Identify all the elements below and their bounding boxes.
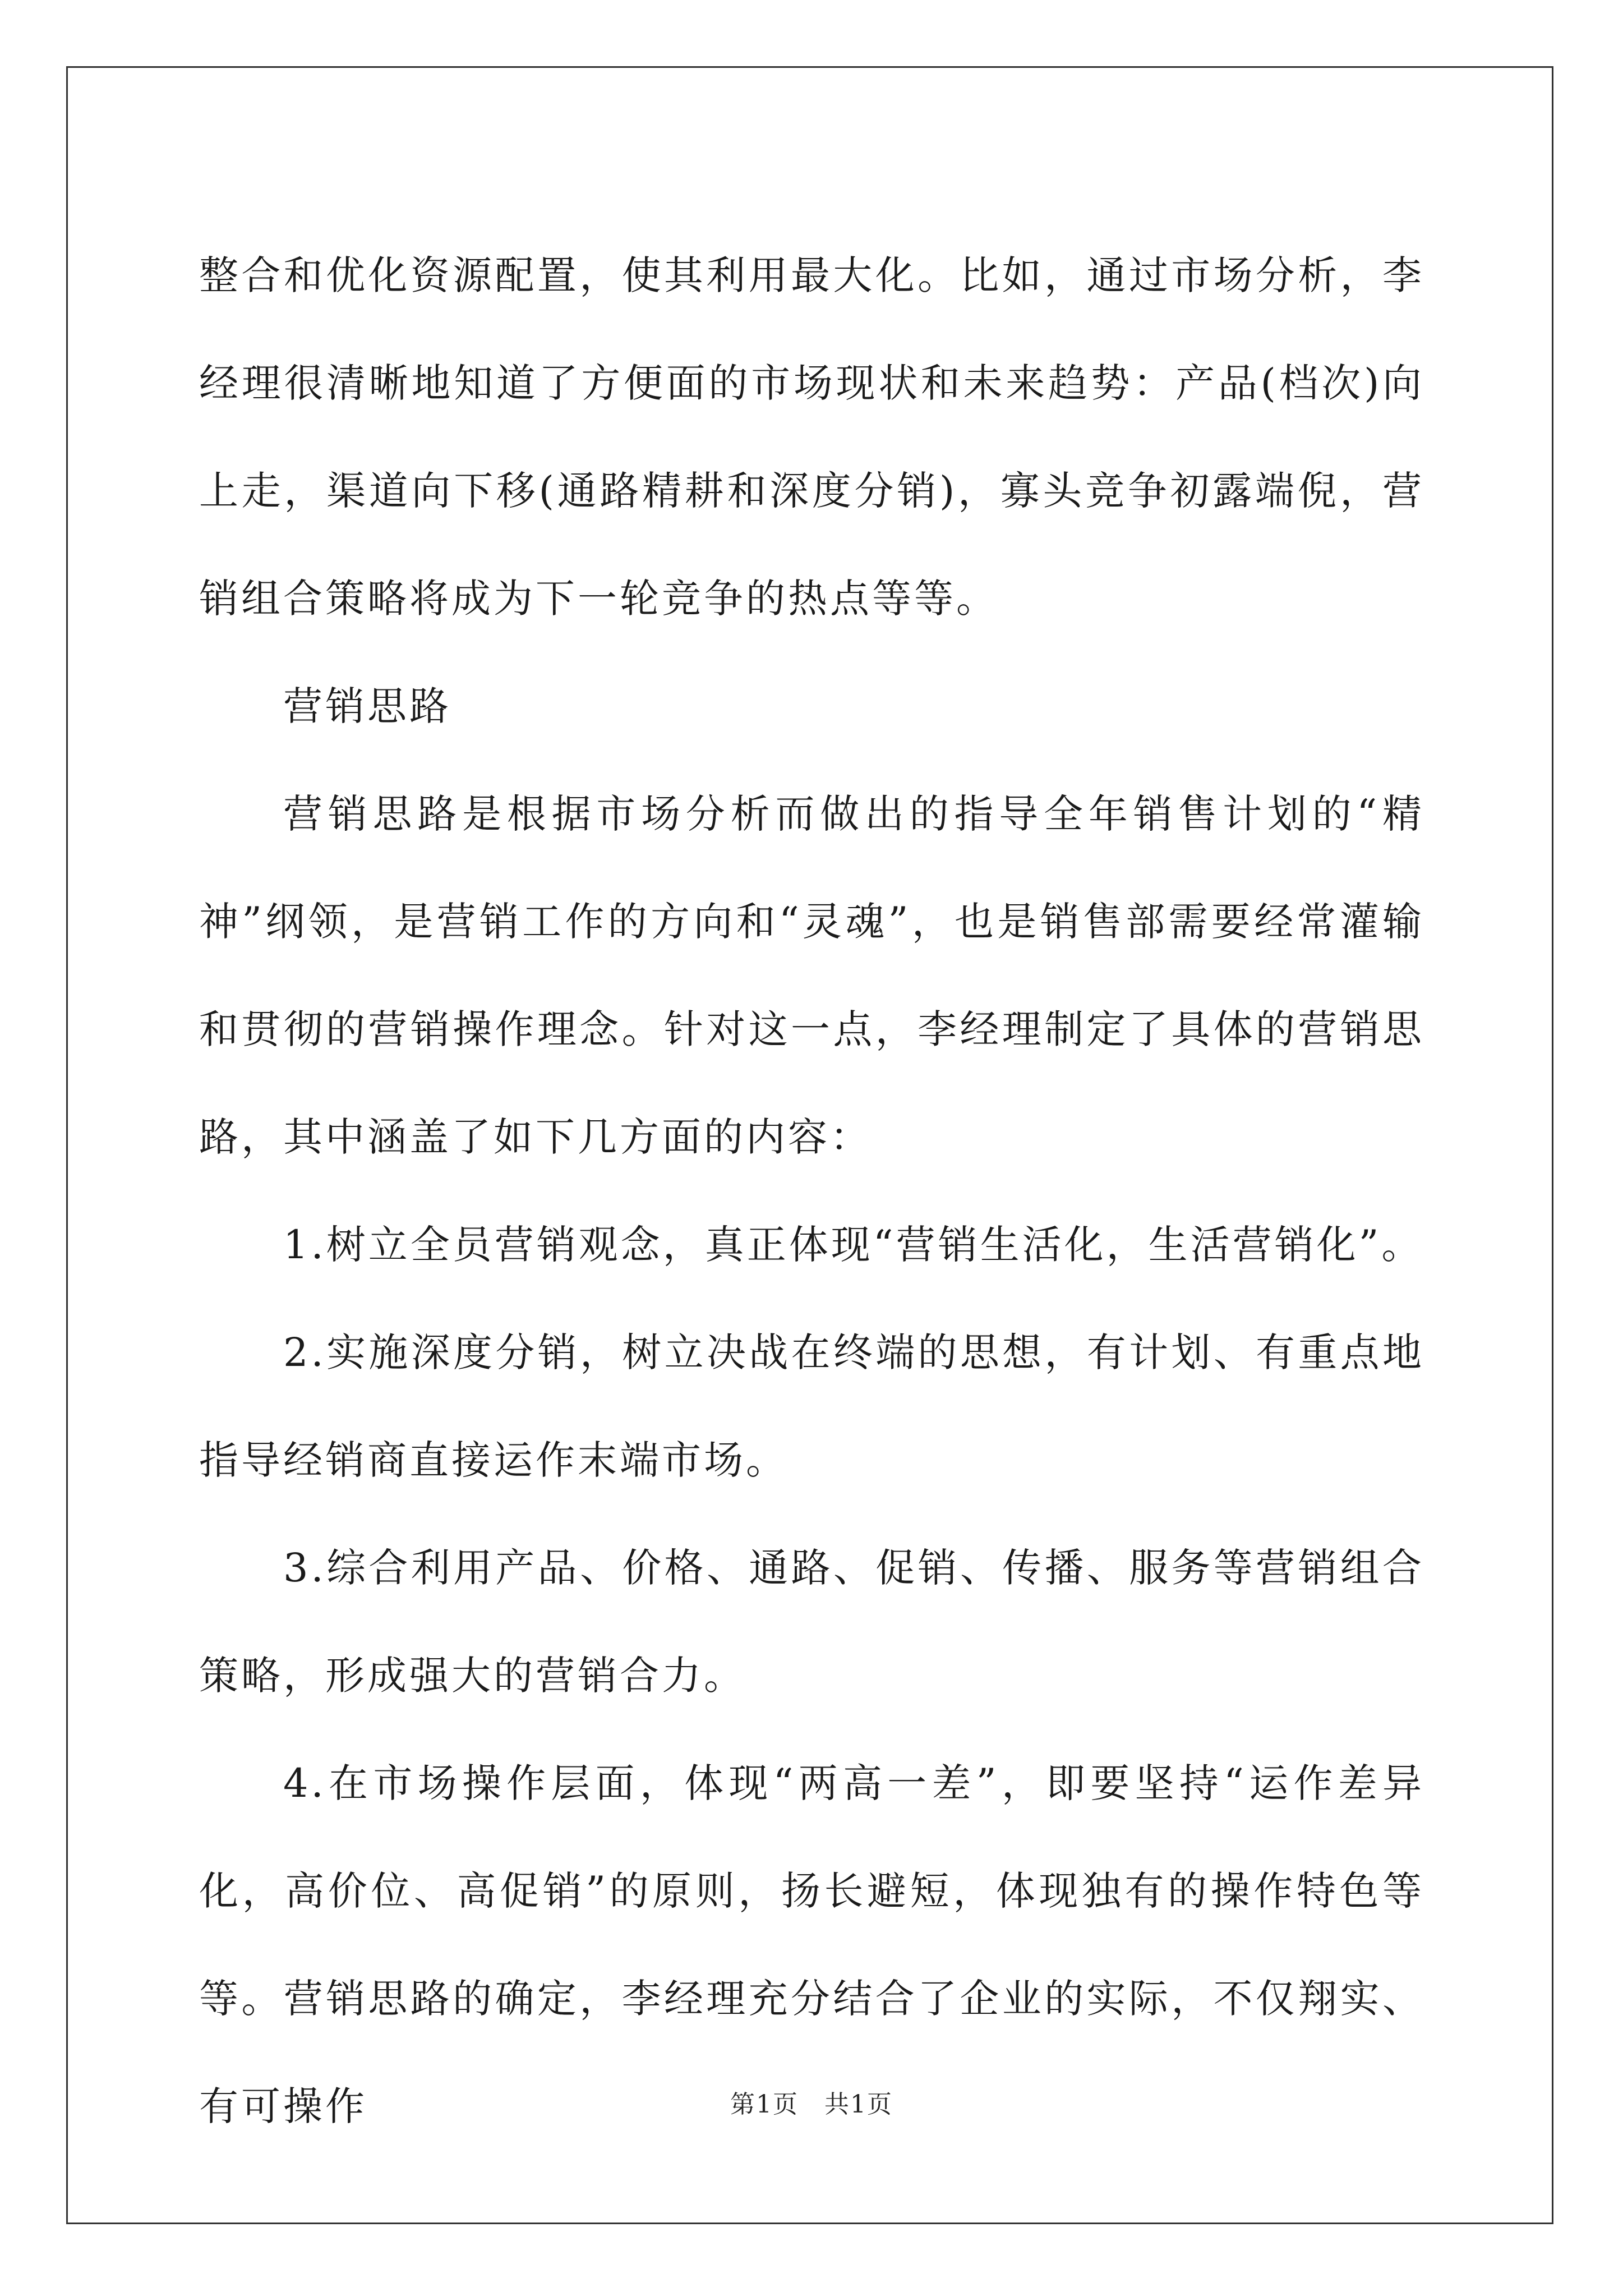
list-item-2: 2.实施深度分销，树立决战在终端的思想，有计划、有重点地指导经销商直接运作末端市场。 xyxy=(199,1329,1424,1483)
page-number: 第1页 xyxy=(730,2090,799,2119)
section-heading: 营销思路 xyxy=(283,683,451,729)
list-item-3: 3.综合利用产品、价格、通路、促销、传播、服务等营销组合策略，形成强大的营销合力。 xyxy=(199,1545,1424,1699)
list-item-4: 4.在市场操作层面，体现“两高一差”，即要坚持“运作差异化，高价位、高促销”的原则，扬长避短，体现独有的操作特色等等。营销思路的确定，李经理充分结合了企业的实际，不仅翔实、有可操作 xyxy=(199,1760,1424,2129)
page-footer xyxy=(0,2084,1623,2120)
page-total: 共1页 xyxy=(824,2090,893,2119)
list-item-1: 1.树立全员营销观念，真正体现“营销生活化，生活营销化”。 xyxy=(283,1222,1424,1268)
paragraph-continuation: 整合和优化资源配置，使其利用最大化。比如，通过市场分析，李经理很清晰地知道了方便面的市场现状和未来趋势：产品(档次)向上走，渠道向下移(通路精耕和深度分销)，寡头竞争初露端倪，营销组合策略将成为下一轮竞争的热点等等。 xyxy=(199,252,1424,622)
paragraph-intro: 营销思路是根据市场分析而做出的指导全年销售计划的“精神”纲领，是营销工作的方向和“灵魂”，也是销售部需要经常灌输和贯彻的营销操作理念。针对这一点，李经理制定了具体的营销思路，其中涵盖了如下几方面的内容： xyxy=(199,791,1424,1160)
document-body xyxy=(199,222,1424,2160)
